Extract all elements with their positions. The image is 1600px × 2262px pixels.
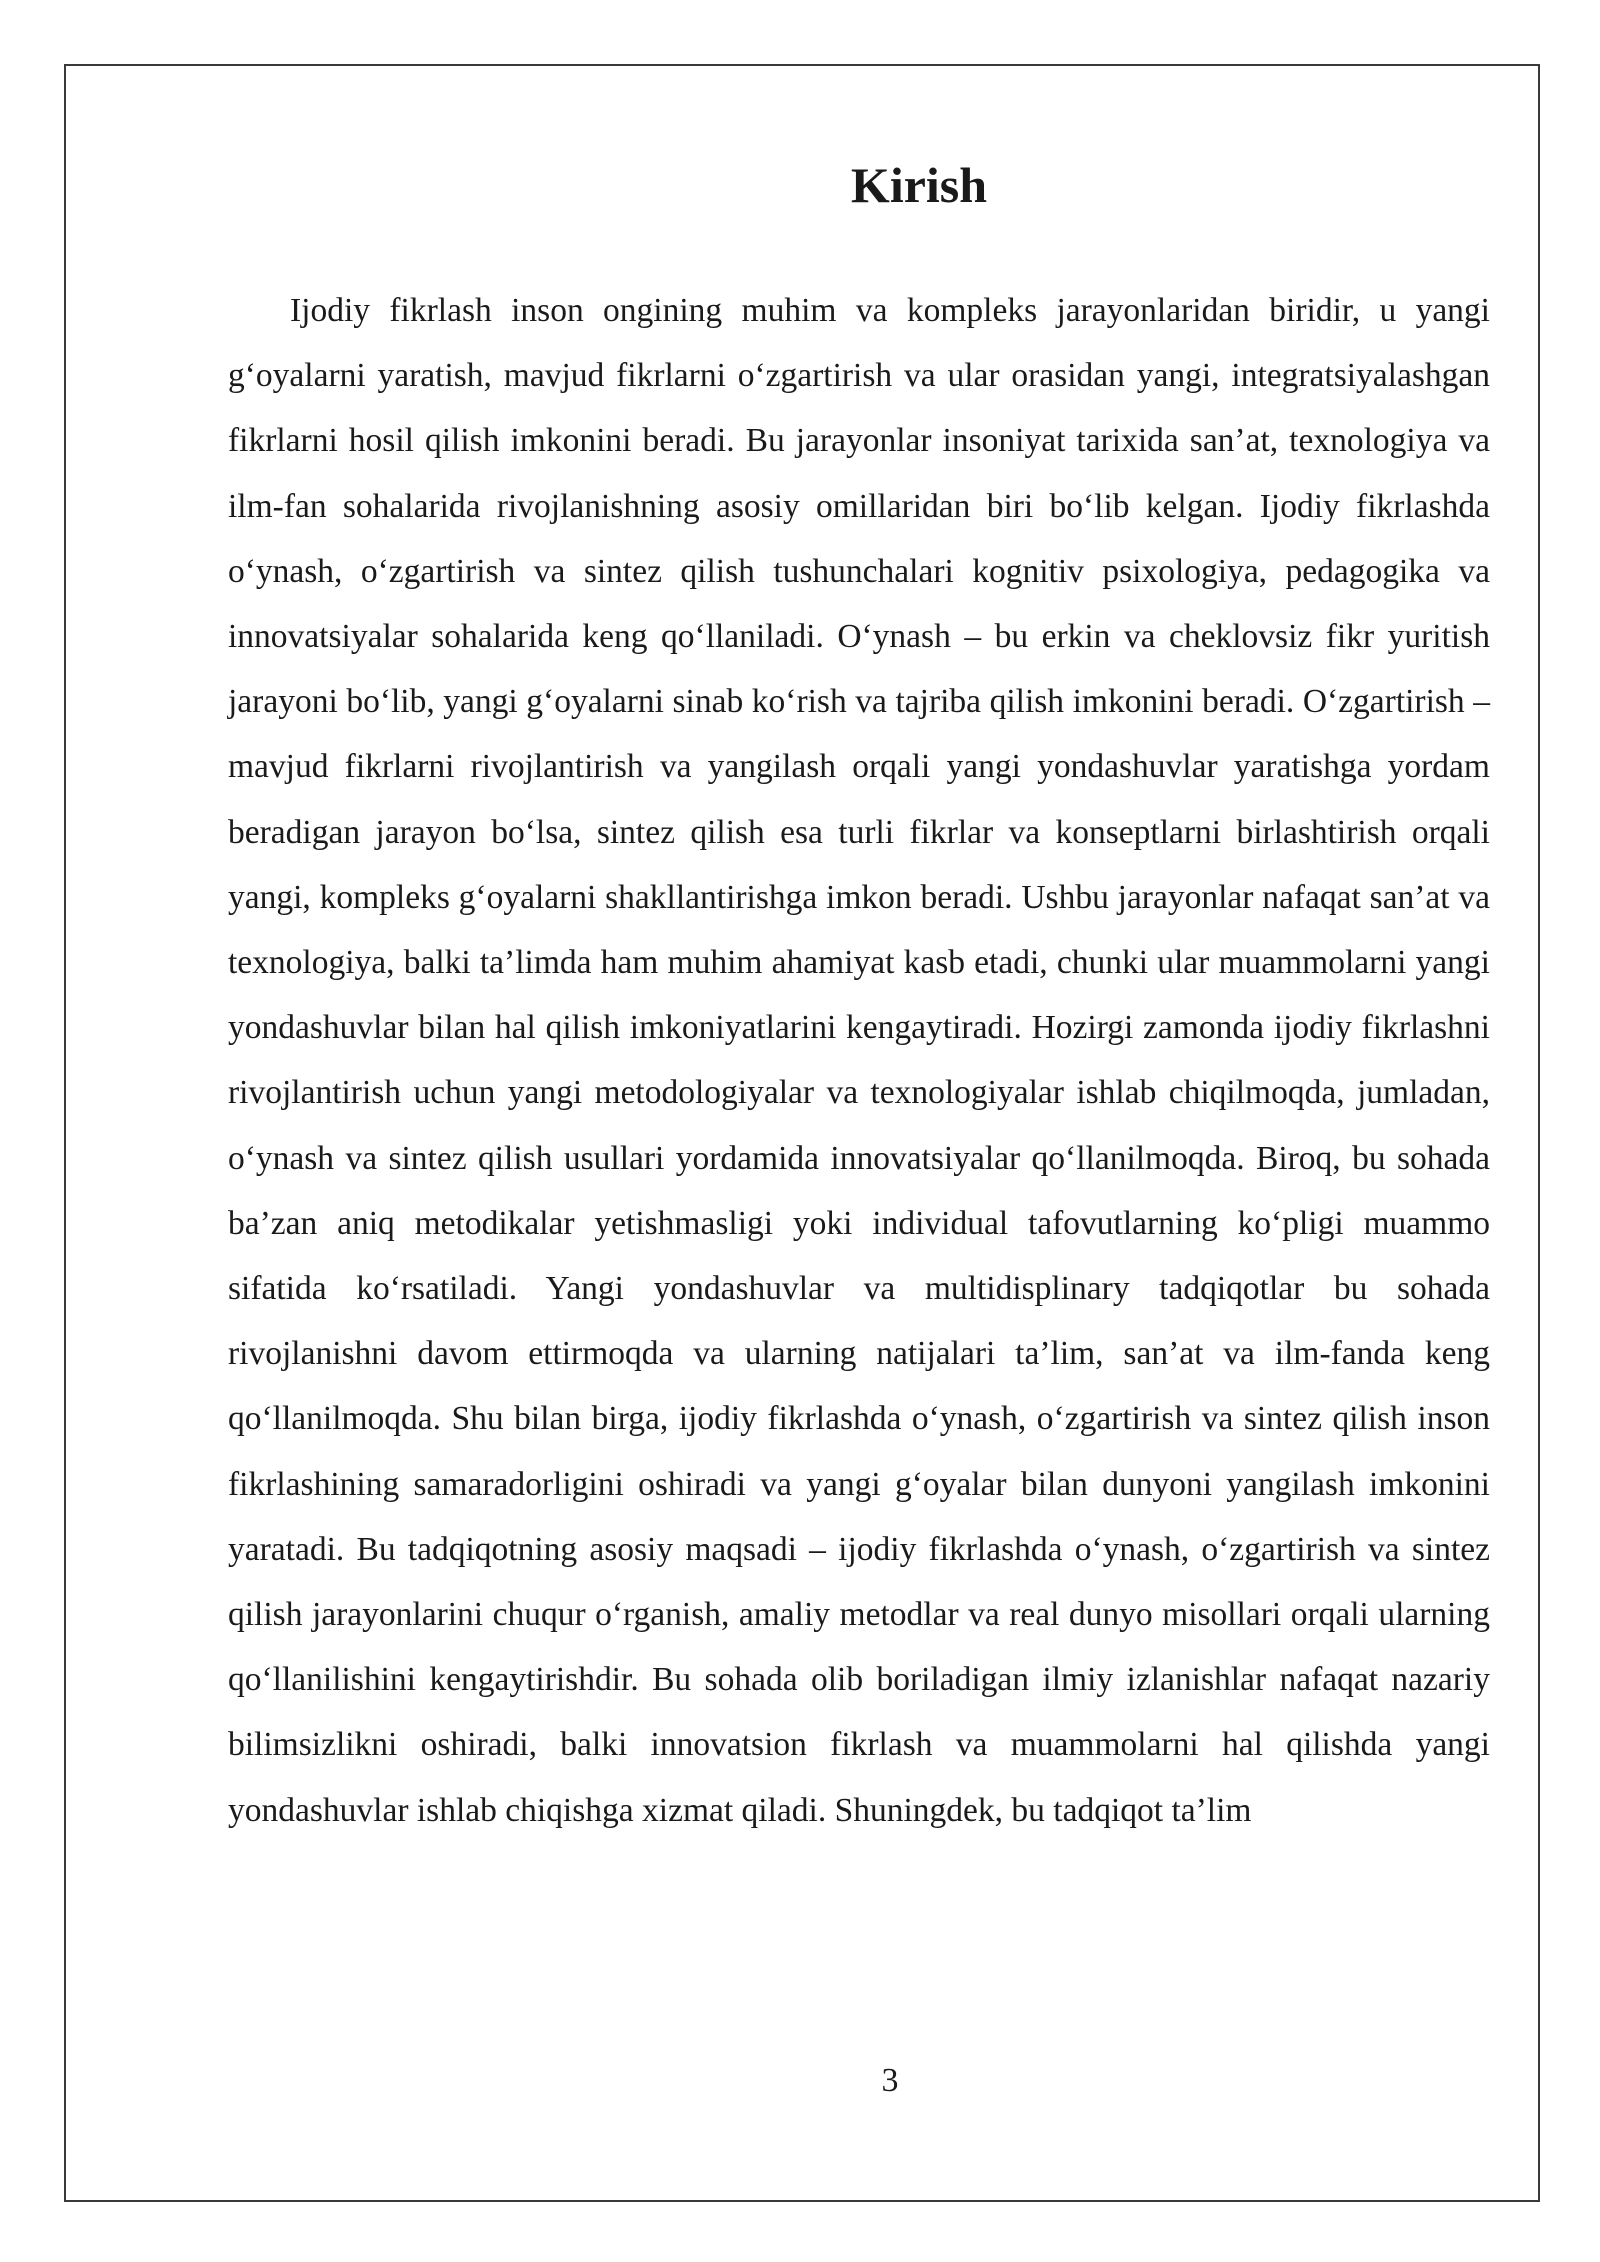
page-content: [228, 140, 1490, 1843]
page-number: 3: [881, 2062, 899, 2099]
page-title: Kirish: [850, 157, 988, 213]
body-paragraph: Ijodiy fikrlash inson ongining muhim va kompleks jarayonlaridan biridir, u yangi g‘oyalarni yaratish, mavjud fikrlarni o‘zgartirish va ular orasidan yangi, integratsiyalashgan fikrlarni hosil qilish imkonini beradi. Bu jarayonlar insoniyat tarixida san’at, texnologiya va ilm-fan sohalarida rivojlanishning asosiy omillaridan biri bo‘lib kelgan. Ijodiy fikrlashda o‘ynash, o‘zgartirish va sintez qilish tushunchalari kognitiv psixologiya, pedagogika va innovatsiyalar sohalarida keng qo‘llaniladi. O‘ynash – bu erkin va cheklovsiz fikr yuritish jarayoni bo‘lib, yangi g‘oyalarni sinab ko‘rish va tajriba qilish imkonini beradi. O‘zgartirish – mavjud fikrlarni rivojlantirish va yangilash orqali yangi yondashuvlar yaratishga yordam beradigan jarayon bo‘lsa, sintez qilish esa turli fikrlar va konseptlarni birlashtirish orqali yangi, kompleks g‘oyalarni shakllantirishga imkon beradi. Ushbu jarayonlar nafaqat san’at va texnologiya, balki ta’limda ham muhim ahamiyat kasb etadi, chunki ular muammolarni yangi yondashuvlar bilan hal qilish imkoniyatlarini kengaytiradi. Hozirgi zamonda ijodiy fikrlashni rivojlantirish uchun yangi metodologiyalar va texnologiyalar ishlab chiqilmoqda, jumladan, o‘ynash va sintez qilish usullari yordamida innovatsiyalar qo‘llanilmoqda. Biroq, bu sohada ba’zan aniq metodikalar yetishmasligi yoki individual tafovutlarning ko‘pligi muammo sifatida ko‘rsatiladi. Yangi yondashuvlar va multidisplinary tadqiqotlar bu sohada rivojlanishni davom ettirmoqda va ularning natijalari ta’lim, san’at va ilm-fanda keng qo‘llanilmoqda. Shu bilan birga, ijodiy fikrlashda o‘ynash, o‘zgartirish va sintez qilish inson fikrlashining samaradorligini oshiradi va yangi g‘oyalar bilan dunyoni yangilash imkonini yaratadi. Bu tadqiqotning asosiy maqsadi – ijodiy fikrlashda o‘ynash, o‘zgartirish va sintez qilish jarayonlarini chuqur o‘rganish, amaliy metodlar va real dunyo misollari orqali ularning qo‘llanilishini kengaytirishdir. Bu sohada olib boriladigan ilmiy izlanishlar nafaqat nazariy bilimsizlikni oshiradi, balki innovatsion fikrlash va muammolarni hal qilishda yangi yondashuvlar ishlab chiqishga xizmat qiladi. Shuningdek, bu tadqiqot ta’lim: [228, 292, 1490, 1829]
